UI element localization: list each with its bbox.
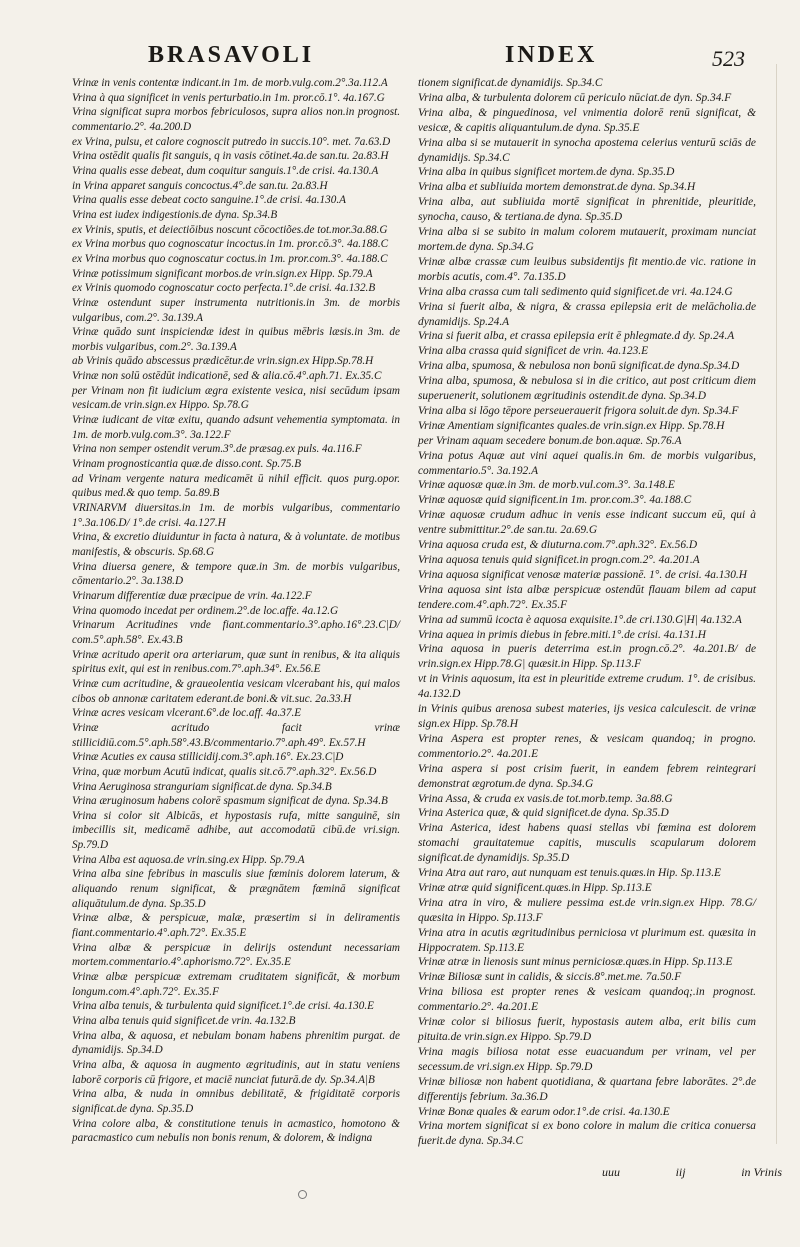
index-entry: Vrina qualis esse debeat cocto sanguine.1°.de crisi. 4a.130.A [72,194,346,207]
index-entry: VRINARVM diuersitas.in 1m. de morbis vulgaribus, commentario 1°.3a.106.D/ 1°.de crisi. 4a.127.H [72,502,400,529]
index-entry: Vrinarum Acritudines vnde fiant.commentario.3°.apho.16°.23.C|D/ com.5°.aph.58°. Ex.43.B [72,619,400,646]
index-entry: Vrina magis biliosa notat esse euacuandum per vrinam, vel per secessum.de vri.sign.ex Hipp. Sp.79.D [418,1045,756,1073]
signature-number: iij [675,1165,686,1179]
index-entry: Vrina Asterica quæ, & quid significet.de dyna. Sp.35.D [418,807,669,820]
index-entry: Vrina alba sine febribus in masculis siue fœminis dolorem laterum, & aliquando renum significat, & prægnātem fœminā significat aliquātulum.de dyna. Sp.35.D [72,868,400,910]
index-entry: Vrina æruginosum habens colorē spasmum significat de dyna. Sp.34.B [72,795,388,808]
index-entry: Vrinæ non solū ostēdūt indicationē, sed & alia.cō.4°.aph.71. Ex.35.C [72,370,382,383]
index-entry: ex Vrina, pulsu, et calore cognoscit putredo in succis.10°. met. 7a.63.D [72,135,391,148]
index-entry: Vrina alba, spumosa, & nebulosa non bonū significat.de dyna.Sp.34.D [418,360,740,373]
index-entry: Vrina aquosa in pueris deterrima est.in progn.cō.2°. 4a.201.B/ de vrin.sign.ex Hipp.78.G| quæsit.in Hipp. Sp.113.F [418,643,756,671]
paper-spot-mark [298,1190,307,1199]
index-entry: Vrina significat supra morbos febriculosos, supra alios non.in prognost. commentario.2°. 4a.200.D [72,106,400,133]
index-entry: ab Vrinis quādo abscessus prædicētur.de vrin.sign.ex Hipp.Sp.78.H [72,355,374,368]
index-entry: Vrina atra in acutis ægritudinibus perniciosa vt plurimum est. quæsita in Hippocratem. Sp.113.E [418,926,756,954]
index-entry: Vrina aspera si post crisim fuerit, in eandem febrem reintegrari demonstrat ægrotum.de dyna. Sp.34.G [418,762,756,790]
index-entry: Vrina alba tenuis quid significet.de vrin. 4a.132.B [72,1015,296,1027]
index-entry: Vrinæ aquosæ quid significent.in 1m. pror.com.3°. 4a.188.C [418,494,692,507]
header-author: BRASAVOLI [148,42,315,68]
page-number: 523 [712,46,745,71]
index-entry: Vrina alba crassa quid significet de vrin. 4a.123.E [418,345,649,358]
index-entry: Vrinarum differentiæ duæ præcipue de vrin. 4a.122.F [72,589,312,602]
index-entry: Vrina qualis esse debeat, dum coquitur sanguis.1°.de crisi. 4a.130.A [72,164,379,177]
index-entry: in Vrina apparet sanguis concoctus.4°.de san.tu. 2a.83.H [72,179,328,192]
index-entry: in Vrinis quibus arenosa subest materies, ijs vesica calculescit. de vrinæ sign.ex Hipp. Sp.78.H [418,703,756,730]
index-entry: Vrina mortem significat si ex bono colore in malum die critica conuersa fuerit.de dyna. Sp.34.C [418,1120,756,1148]
index-entry: Vrina alba, & aquosa in augmento ægritudinis, aut in statu veniens laborē corporis cū frigore, et maciē nunciat futurā.de dy. Sp.34.A|B [72,1058,400,1086]
index-entry: Vrinæ Biliosæ sunt in calidis, & siccis.8°.met.me. 7a.50.F [418,971,682,984]
index-entry: Vrina biliosa est propter renes & vesicam quandoq;.in prognost. commentario.2°. 4a.201.E [418,986,756,1014]
index-entry: Vrinam prognosticantia quæ.de disso.cont. Sp.75.B [72,458,302,471]
index-entry: Vrina Aspera est propter renes, & vesicam quandoq; in progno. commentorio.2°. 4a.201.E [418,732,756,760]
index-entry: Vrina alba, & turbulenta dolorem cū periculo nūciat.de dyn. Sp.34.F [418,91,732,104]
index-entry: per Vrinam non fit iudicium ægra existente vesica, nisi secūdum ipsam vesicam.de vrin.sign.ex Hippo. Sp.78.G [72,384,400,412]
index-entry: Vrinæ quādo sunt inspiciendæ idest in quibus mēbris læsis.in 3m. de morbis vulgaribus, com.2°. 3a.139.A [72,326,400,353]
running-header [0,38,800,78]
index-entry: Vrina alba crassa cum tali sedimento quid significet.de vri. 4a.124.G [418,285,733,298]
index-entry: Vrina alba, spumosa, & nebulosa si in die critico, aut post criticum diem superuenerit, solutionem ægritudinis ostendit.de dyna. Sp.34.D [418,375,756,403]
index-entry: Vrina si color sit Albicās, et hypostasis rufa, mitte sanguinē, sin imbecillis sit, medicamē adhibe, aut accomodatū cibū.de vri.sign. Sp.79.D [72,809,400,852]
index-entry: Vrina Asterica, idest habens quasi stellas vbi fœmina est dolorem stomachi grauitatemue capitis, musculis scapularum dolorem significat.de dynamidijs. Sp.35.D [418,822,756,865]
index-entry: Vrinæ Amentiam significantes quales.de vrin.sign.ex Hipp. Sp.78.H [418,419,725,432]
index-entry: Vrina colore alba, & constitutione tenuis in acmastico, homotono & paracmastico cum nebulis non bonis renum, & dolorem, & indigna [72,1117,400,1145]
index-entry: Vrina alba in quibus significet mortem.de dyna. Sp.35.D [418,166,675,179]
index-entry: Vrinæ Bonæ quales & earum odor.1°.de crisi. 4a.130.E [418,1105,670,1118]
index-column-right [418,76,756,1149]
index-entry: Vrina ad summū icocta è aquosa exquisite.1°.de cri.130.G|H| 4a.132.A [418,613,742,626]
index-entry: Vrinæ cum acritudine, & graueolentia vesicam vlcerabant his, qui malos cibos ob annonæ caritatem ederant.de boni.& vit.suc. 2a.33.H [72,677,400,705]
index-entry: Vrina à qua significet in venis perturbatio.in 1m. pror.cō.1°. 4a.167.G [72,91,385,104]
index-entry: Vrina aquosa tenuis quid significet.in progn.com.2°. 4a.201.A [418,554,700,566]
index-entry: Vrinæ ostendunt super instrumenta nutritionis.in 3m. de morbis vulgaribus, com.2°. 3a.139.A [72,296,400,324]
index-entry: Vrinæ albæ crassæ cum leuibus subsidentijs fit mentio.de vic. ratione in morbis acutis, com.4°. 7a.135.D [418,255,756,283]
index-entry: tionem significat.de dynamidijs. Sp.34.C [418,77,603,89]
page-edge-shadow [776,64,777,1144]
index-entry: Vrinæ atræ in lienosis sunt minus perniciosæ.quæs.in Hipp. Sp.113.E [418,956,733,969]
index-entry: per Vrinam aquam secedere bonum.de bon.aquæ. Sp.76.A [418,434,682,447]
index-entry: Vrina Aeruginosa stranguriam significat.de dyna. Sp.34.B [72,780,332,793]
index-entry: Vrina atra in viro, & muliere pessima est.de vrin.sign.ex Hipp. 78.G/ quæsita in Hippo. Sp.113.F [418,896,756,924]
index-entry: Vrina, & excretio diuiduntur in facta à natura, & à voluntate. de motibus manifestis, & obscuris. Sp.68.G [72,531,400,558]
header-title: INDEX [505,42,598,68]
index-entry: Vrina, quæ morbum Acutū indicat, qualis sit.cō.7°.aph.32°. Ex.56.D [72,765,377,778]
index-entry: Vrinæ atræ quid significent.quæs.in Hipp. Sp.113.E [418,881,652,894]
index-entry: Vrina aquea in primis diebus in febre.miti.1°.de crisi. 4a.131.H [418,628,707,641]
catchword-line [602,1165,782,1180]
index-entry: Vrinæ acritudo facit vrinæ stillicidiū.com.5°.aph.58°.43.B/commentario.7°.aph.49°. Ex.57.H [72,721,400,749]
index-entry: Vrina non semper ostendit verum.3°.de præsag.ex puls. 4a.116.F [72,443,362,456]
index-entry: Vrina aquosa significat venosæ materiæ passionē. 1°. de crisi. 4a.130.H [418,568,747,581]
index-entry: ex Vrina morbus quo cognoscatur coctus.in 1m. pror.com.3°. 4a.188.C [72,252,388,265]
index-entry: Vrina quomodo incedat per ordinem.2°.de loc.affe. 4a.12.G [72,604,339,617]
index-entry: Vrina alba, & pinguedinosa, vel vnimentia dolorē renū significat, & vesicæ, & capitis aliquantulum.de dyna. Sp.35.E [418,106,756,134]
index-entry: Vrinæ albæ perspicuæ extremam cruditatem significāt, & morbum longum.com.4°.aph.72°. Ex.35.F [72,971,400,998]
index-entry: Vrina alba si se mutauerit in synocha apostema celerius venturū sciās de dynamidijs. Sp.34.C [418,136,756,164]
index-entry: Vrina alba, aut subliuida mortē significat in phrenitide, pleuritide, synocha, causo, & tertiana.de dyna. Sp.35.D [418,196,756,224]
index-entry: Vrina diuersa genere, & tempore quæ.in 3m. de morbis vulgaribus, cōmentario.2°. 3a.138.D [72,560,400,588]
signature-mark: uuu [602,1165,620,1179]
index-entry: Vrinæ aquosæ quæ.in 3m. de morb.vul.com.3°. 3a.148.E [418,479,675,492]
index-entry: Vrinæ acritudo aperit ora arteriarum, quæ sunt in renibus, & ita aliquis spiritus exit, qui est in renibus.com.7°.aph.34°. Ex.56.E [72,648,400,676]
index-column-left [72,76,400,1146]
index-entry: Vrinæ color si biliosus fuerit, hypostasis autem alba, erit bilis cum pituita.de vrin.sign.ex Hippo. Sp.79.D [418,1016,756,1043]
index-entry: Vrina aquosa cruda est, & diuturna.com.7°.aph.32°. Ex.56.D [418,539,698,552]
index-entry: Vrinæ biliosæ non habent quotidiana, & quartana febre laborātes. 2°.de differentijs febrium. 3a.36.D [418,1075,756,1103]
index-entry: Vrina ostēdit qualis fit sanguis, q in vasis cōtinet.4a.de san.tu. 2a.83.H [72,150,389,163]
index-entry: Vrina est iudex indigestionis.de dyna. Sp.34.B [72,208,278,221]
index-entry: Vrina aquosa sint ista albæ perspicuæ ostendūt flauam bilem ad caput tendere.com.4°.aph.72°. Ex.35.F [418,583,756,611]
index-entry: Vrina alba si se subito in malum colorem mutauerit, proximam nunciat mortem.de dyna. Sp.34.G [418,226,756,253]
index-entry: Vrina alba si lōgo tēpore perseuerauerit frigora soluit.de dyn. Sp.34.F [418,404,739,417]
index-entry: Vrinæ Acuties ex causa stillicidij.com.3°.aph.16°. Ex.23.C|D [72,751,344,764]
index-entry: vt in Vrinis aquosum, ita est in pleuritide extreme crudum. 1°. de crisibus. 4a.132.D [418,673,756,701]
index-entry: Vrina potus Aquæ aut vini aquei qualis.in 6m. de morbis vulgaribus, commentario.5°. 3a.192.A [418,449,756,477]
index-entry: Vrina alba tenuis, & turbulenta quid significet.1°.de crisi. 4a.130.E [72,1000,374,1013]
catchword: in Vrinis [741,1165,782,1179]
index-entry: ex Vrinis quomodo cognoscatur cocto perfecta.1°.de crisi. 4a.132.B [72,282,376,295]
index-entry: ex Vrina morbus quo cognoscatur incoctus.in 1m. pror.cō.3°. 4a.188.C [72,238,389,251]
index-entry: ex Vrinis, sputis, et deiectiōibus noscunt cōcoctiões.de tot.mor.3a.88.G [72,223,388,236]
index-entry: ad Vrinam vergente natura medicamēt ū nihil efficit. quos purg.opor. quibus med.& quo temp. 5a.89.B [72,472,400,500]
index-entry: Vrina alba, & nuda in omnibus debilitatē, & frigiditatē corporis significat.de dyna. Sp.35.D [72,1088,400,1115]
index-entry: Vrina Alba est aquosa.de vrin.sing.ex Hipp. Sp.79.A [72,853,305,866]
index-entry: Vrina Assa, & cruda ex vasis.de tot.morb.temp. 3a.88.G [418,792,673,805]
index-entry: Vrinæ aquosæ crudum adhuc in venis esse indicant succum eū, qui à ventre submittitur.2°.de san.tu. 2a.69.G [418,509,756,537]
index-entry: Vrina si fuerit alba, et crassa epilepsia erit ē phlegmate.d dy. Sp.24.A [418,330,735,343]
index-entry: Vrinæ in venis contentæ indicant.in 1m. de morb.vulg.com.2°.3a.112.A [72,77,388,89]
index-entry: Vrina si fuerit alba, & nigra, & crassa epilepsia erit de melācholia.de dynamidijs. Sp.24.A [418,300,756,328]
index-entry: Vrina albæ & perspicuæ in delirijs ostendunt necessariam mortem.commentario.4°.aphorismo.72°. Ex.35.E [72,941,400,969]
index-entry: Vrina alba, & aquosa, et nebulam bonam habens phrenitim purgat. de dynamidijs. Sp.34.D [72,1029,400,1057]
index-entry: Vrina Atra aut raro, aut nunquam est tenuis.quæs.in Hip. Sp.113.E [418,867,722,880]
index-entry: Vrina alba et subliuida mortem demonstrat.de dyna. Sp.34.H [418,181,696,194]
index-entry: Vrinæ albæ, & perspicuæ, malæ, præsertim si in deliramentis fiant.commentario.4°.aph.72°. Ex.35.E [72,912,400,940]
index-entry: Vrinæ iudicant de vitæ exitu, quando adsunt vehementia symptomata. in 1m. de morb.vulg.com.3°. 3a.122.F [72,414,400,441]
index-entry: Vrinæ acres vesicam vlcerant.6°.de loc.aff. 4a.37.E [72,707,302,720]
index-entry: Vrinæ potissimum significant morbos.de vrin.sign.ex Hipp. Sp.79.A [72,267,373,280]
